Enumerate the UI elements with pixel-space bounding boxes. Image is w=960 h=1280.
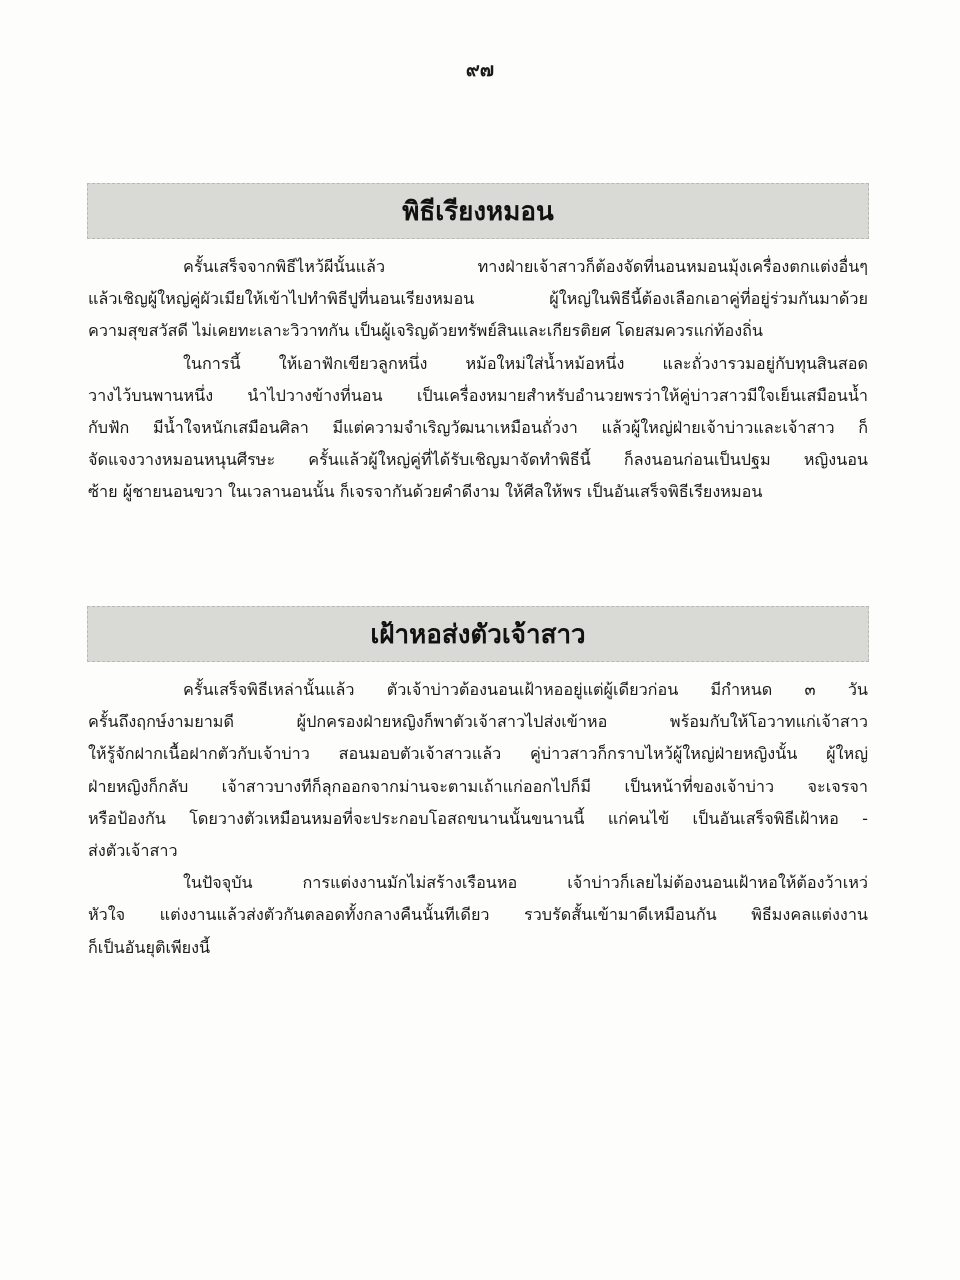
paragraph-line (88, 899, 868, 931)
paragraph-line (88, 315, 868, 347)
section-body-rieng-mon (88, 251, 868, 509)
paragraph-line (88, 674, 868, 706)
paragraph-line (88, 932, 868, 964)
line-text: ครั้นเสร็จพิธีเหล่านั้นแล้ว ตัวเจ้าบ่าวต้องนอนเฝ้าหออยู่แต่ผู้เดียวก่อน มีกำหนด ๓ วัน (183, 680, 868, 699)
paragraph-line (88, 867, 868, 899)
line-text: ครั้นเสร็จจากพิธีไหว้ผีนั้นแล้ว ทางฝ่ายเจ้าสาวก็ต้องจัดที่นอนหมอนมุ้งเครื่องตกแต่งอื่นๆ (183, 257, 868, 276)
line-text: ความสุขสวัสดี ไม่เคยทะเลาะวิวาทกัน เป็นผู้เจริญด้วยทรัพย์สินและเกียรติยศ โดยสมควรแก่ท้องถิ่น (88, 321, 763, 341)
paragraph-line (88, 803, 868, 835)
line-text: ซ้าย ผู้ชายนอนขวา ในเวลานอนนั้น ก็เจรจากันด้วยคำดีงาม ให้ศีลให้พร เป็นอันเสร็จพิธีเรียงหมอน (88, 482, 763, 502)
section-body-fao-ho (88, 674, 868, 964)
line-text: แล้วเชิญผู้ใหญ่คู่ผัวเมียให้เข้าไปทำพิธีปูที่นอนเรียงหมอน ผู้ใหญ่ในพิธีนี้ต้องเลือกเอาคู่ที่อยู่ร่วมกันมาด้วย (88, 289, 868, 309)
page-number: ๙๗ (465, 59, 495, 81)
line-text: วางไว้บนพานหนึ่ง นำไปวางข้างที่นอน เป็นเครื่องหมายสำหรับอำนวยพรว่าให้คู่บ่าวสาวมีใจเย็นเสมือนน้ำ (88, 385, 868, 405)
paragraph-line (88, 251, 868, 283)
line-text: ส่งตัวเจ้าสาว (88, 841, 178, 861)
paragraph-line (88, 348, 868, 380)
paragraph-line (88, 283, 868, 315)
paragraph-line (88, 444, 868, 476)
line-text: หรือป้องกัน โดยวางตัวเหมือนหมอที่จะประกอบโอสถขนานนั้นขนานนี้ แก่คนไข้ เป็นอันเสร็จพิธีเฝ้าหอ - (88, 808, 868, 828)
paragraph-line (88, 476, 868, 508)
paragraph-line (88, 412, 868, 444)
line-text: ในปัจจุบัน การแต่งงานมักไม่สร้างเรือนหอ เจ้าบ่าวก็เลยไม่ต้องนอนเฝ้าหอให้ต้องว้าเหว่ (183, 873, 868, 893)
line-text: หัวใจ แต่งงานแล้วส่งตัวกันตลอดทั้งกลางคืนนั้นทีเดียว รวบรัดสั้นเข้ามาดีเหมือนกัน พิธีมงคลแต่งงาน (88, 905, 868, 925)
paragraph-line (88, 706, 868, 738)
line-text: ครั้นถึงฤกษ์งามยามดี ผู้ปกครองฝ่ายหญิงก็พาตัวเจ้าสาวไปส่งเข้าหอ พร้อมกับให้โอวาทแก่เจ้าสาว (88, 712, 868, 732)
section-heading-rieng-mon: พิธีเรียงหมอน (87, 183, 869, 239)
line-text: จัดแจงวางหมอนหนุนศีรษะ ครั้นแล้วผู้ใหญ่คู่ที่ได้รับเชิญมาจัดทำพิธีนี้ ก็ลงนอนก่อนเป็นปฐม หญิงนอน (88, 450, 868, 470)
paragraph-line (88, 771, 868, 803)
line-text: ให้รู้จักฝากเนื้อฝากตัวกับเจ้าบ่าว สอนมอบตัวเจ้าสาวแล้ว คู่บ่าวสาวก็กราบไหว้ผู้ใหญ่ฝ่ายหญิงนั้น ผู้ใหญ่ (88, 744, 868, 764)
line-text: ในการนี้ ให้เอาฟักเขียวลูกหนึ่ง หม้อใหม่ใส่น้ำหม้อหนึ่ง และถั่วงารวมอยู่กับทุนสินสอด (183, 353, 868, 373)
line-text: กับฟัก มีน้ำใจหนักเสมือนศิลา มีแต่ความจำเริญวัฒนาเหมือนถั่วงา แล้วผู้ใหญ่ฝ่ายเจ้าบ่าวและเจ้าสาว ก็ (88, 418, 868, 438)
paragraph-line (88, 738, 868, 770)
section-heading-fao-ho: เฝ้าหอส่งตัวเจ้าสาว (87, 606, 869, 662)
line-text: ฝ่ายหญิงก็กลับ เจ้าสาวบางทีก็ลุกออกจากม่านจะตามเถ้าแก่ออกไปก็มี เป็นหน้าที่ของเจ้าบ่าว จะเจรจา (88, 776, 868, 796)
paragraph-line (88, 835, 868, 867)
line-text: ก็เป็นอันยุติเพียงนี้ (88, 937, 211, 957)
paragraph-line (88, 380, 868, 412)
